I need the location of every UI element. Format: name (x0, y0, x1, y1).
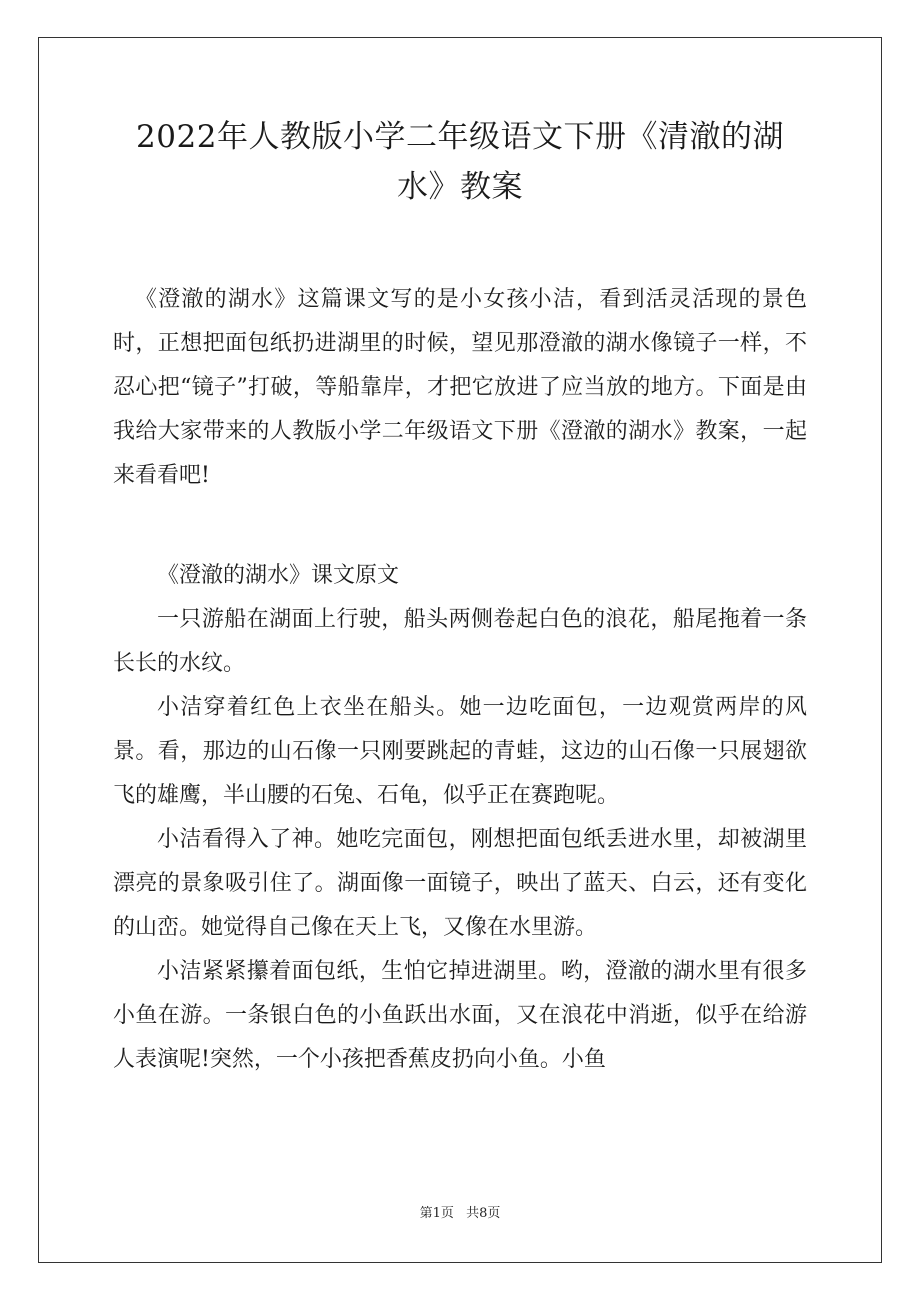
page-number-total: 共8页 (466, 1206, 501, 1221)
document-body (113, 112, 807, 1082)
intro-paragraph: 《澄澈的湖水》这篇课文写的是小女孩小洁，看到活灵活现的景色时，正想把面包纸扔进湖里的时候，望见那澄澈的湖水像镜子一样，不忍心把“镜子”打破，等船靠岸，才把它放进了应当放的地方。下面是由我给大家带来的人教版小学二年级语文下册《澄澈的湖水》教案，一起来看看吧! (113, 287, 807, 488)
page-number-current: 第1页 (419, 1206, 454, 1221)
section-heading: 《澄澈的湖水》课文原文 (157, 563, 400, 588)
body-paragraph-1: 一只游船在湖面上行驶，船头两侧卷起白色的浪花，船尾拖着一条长长的水纹。 (113, 607, 807, 676)
document-title: 2022年人教版小学二年级语文下册《清澈的湖水》教案 (136, 119, 784, 205)
page-footer (0, 1205, 920, 1223)
body-paragraph-2: 小洁穿着红色上衣坐在船头。她一边吃面包，一边观赏两岸的风景。看，那边的山石像一只刚要跳起的青蛙，这边的山石像一只展翅欲飞的雄鹰，半山腰的石兔、石龟，似乎正在赛跑呢。 (113, 695, 807, 808)
body-paragraph-4: 小洁紧紧攥着面包纸，生怕它掉进湖里。哟，澄澈的湖水里有很多小鱼在游。一条银白色的小鱼跃出水面，又在浪花中消逝，似乎在给游人表演呢!突然，一个小孩把香蕉皮扔向小鱼。小鱼 (113, 959, 807, 1072)
body-paragraph-3: 小洁看得入了神。她吃完面包，刚想把面包纸丢进水里，却被湖里漂亮的景象吸引住了。湖面像一面镜子，映出了蓝天、白云，还有变化的山峦。她觉得自己像在天上飞，又像在水里游。 (113, 827, 807, 940)
